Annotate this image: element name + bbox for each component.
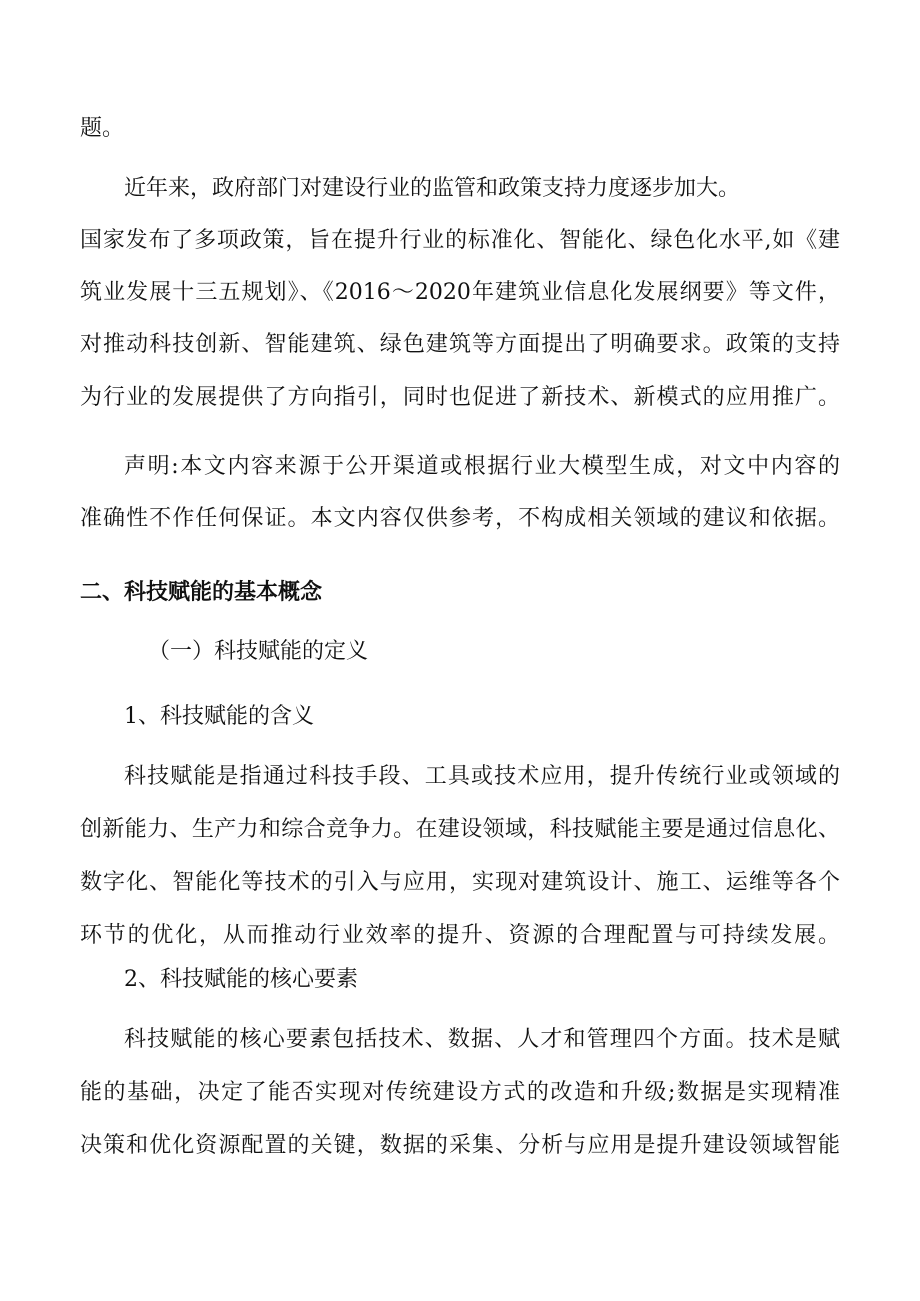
paragraph-line: 创新能力、生产力和综合竞争力。在建设领域，科技赋能主要是通过信息化、 (80, 817, 840, 842)
paragraph-line: 筑业发展十三五规划》、《2016～2020年建筑业信息化发展纲要》等文件， (80, 280, 840, 305)
item-heading: 1、科技赋能的含义 (124, 704, 314, 729)
disclaimer-line: 准确性不作任何保证。本文内容仅供参考，不构成相关领域的建议和依据。 (80, 506, 840, 531)
paragraph-line: 近年来，政府部门对建设行业的监管和政策支持力度逐步加大。 (124, 176, 741, 201)
paragraph-line: 为行业的发展提供了方向指引，同时也促进了新技术、新模式的应用推广。 (80, 385, 840, 410)
paragraph-line: 能的基础，决定了能否实现对传统建设方式的改造和升级;数据是实现精准 (80, 1080, 840, 1105)
paragraph-line: 科技赋能是指通过科技手段、工具或技术应用，提升传统行业或领域的 (124, 764, 840, 789)
paragraph-line: 国家发布了多项政策，旨在提升行业的标准化、智能化、绿色化水平,如《建 (80, 228, 840, 253)
item-heading: 2、科技赋能的核心要素 (124, 967, 358, 992)
subsection-heading: （一）科技赋能的定义 (148, 639, 369, 664)
paragraph-line: 环节的优化，从而推动行业效率的提升、资源的合理配置与可持续发展。 (80, 923, 840, 948)
paragraph-line: 题。 (80, 116, 125, 141)
paragraph-line: 决策和优化资源配置的关键，数据的采集、分析与应用是提升建设领域智能 (80, 1133, 840, 1158)
paragraph-line: 科技赋能的核心要素包括技术、数据、人才和管理四个方面。技术是赋 (124, 1027, 840, 1052)
disclaimer-line: 声明:本文内容来源于公开渠道或根据行业大模型生成，对文中内容的 (124, 454, 840, 479)
paragraph-line: 对推动科技创新、智能建筑、绿色建筑等方面提出了明确要求。政策的支持 (80, 332, 840, 357)
section-heading: 二、科技赋能的基本概念 (80, 580, 323, 605)
paragraph-line: 数字化、智能化等技术的引入与应用，实现对建筑设计、施工、运维等各个 (80, 870, 840, 895)
